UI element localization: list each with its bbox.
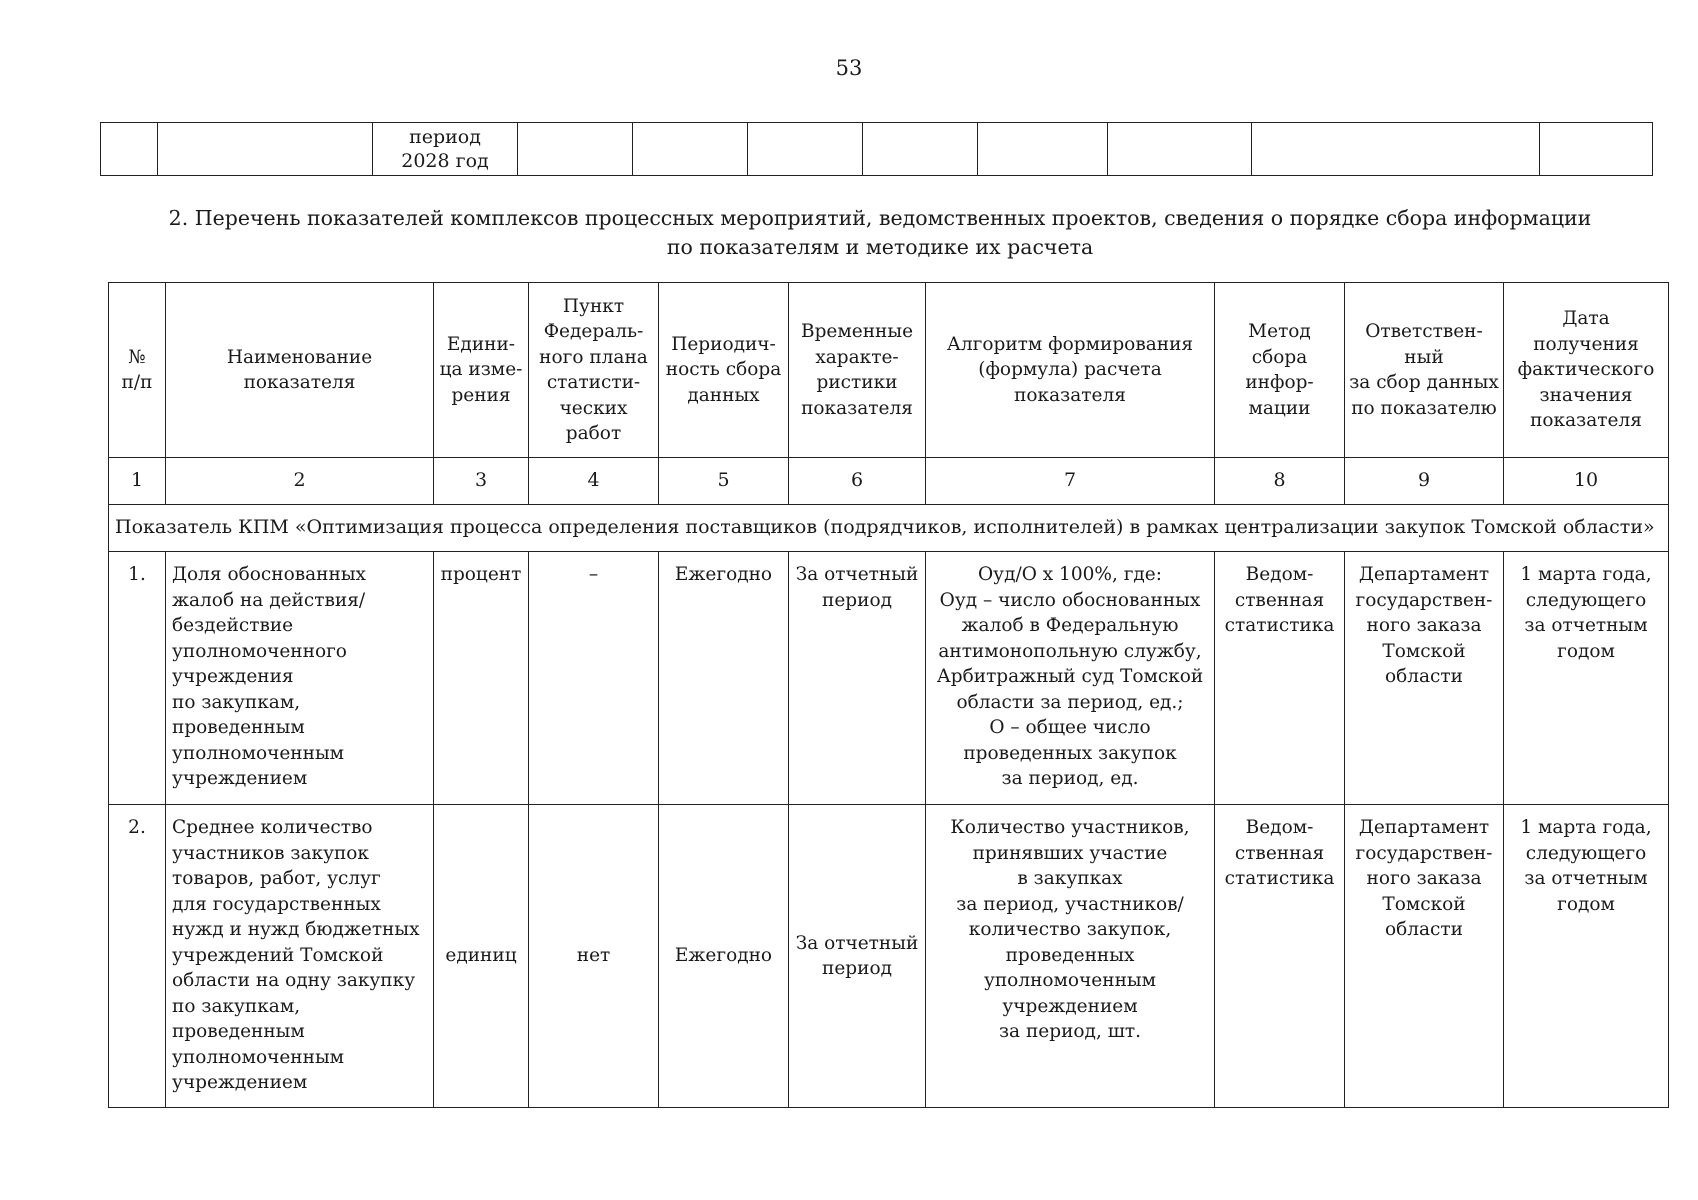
row-responsible (1345, 552, 1504, 805)
table-row (109, 552, 1669, 805)
cell-line: жалоб в Федеральную (961, 615, 1179, 636)
cell-line: области (1385, 666, 1463, 687)
cell-line: участников закупок (172, 842, 369, 864)
cell-line: данных (687, 384, 760, 406)
cell-line: области (1385, 919, 1463, 940)
cell-line: области на одну закупку (172, 970, 416, 991)
page-number: 53 (835, 56, 863, 80)
cell-line: мации (1248, 397, 1311, 419)
cell-line: статистика (1224, 868, 1335, 889)
cell-line: Ответствен- (1365, 321, 1483, 342)
cell-line: ного плана (539, 346, 648, 368)
row-time (789, 805, 926, 1108)
cell-line: следующего (1525, 842, 1647, 864)
column-numbers-row (109, 458, 1669, 505)
row-date (1504, 805, 1669, 1108)
row-time (789, 552, 926, 805)
cell-line: ристики (816, 372, 898, 393)
column-number: 8 (1215, 458, 1345, 505)
cell-line: проведенным (172, 717, 305, 738)
cell-line: (формула) расчета (978, 359, 1162, 381)
cell-line: по закупкам, (172, 995, 301, 1017)
header-row (109, 283, 1669, 458)
column-number: 3 (434, 458, 529, 505)
cell-line: показателя (1530, 410, 1642, 432)
row-formula (926, 805, 1215, 1108)
cell-line: ческих (559, 397, 628, 419)
column-number: 4 (529, 458, 659, 505)
cell-line: проведенных (1005, 944, 1135, 966)
cell-line: годом (1557, 893, 1615, 915)
cell-line: Пункт (562, 295, 625, 317)
cont-period-line: период (409, 126, 481, 148)
row-method (1215, 552, 1345, 805)
cell-line: Томской (1382, 640, 1466, 662)
section-title-line: 2. Перечень показателей комплексов процессных мероприятий, ведомственных проектов, сведения о порядке сбора информации (168, 206, 1592, 230)
cell-line: период (822, 589, 892, 611)
cell-line: показателя (801, 397, 913, 419)
cell-line: уполномоченного (172, 640, 347, 662)
section-title-line: по показателям и методике их расчета (666, 235, 1094, 259)
row-num: 1. (109, 552, 166, 805)
row-unit: единиц (434, 805, 529, 1108)
cell-line: показателя (1014, 384, 1126, 406)
cell-line: статисти- (546, 372, 641, 393)
cell-line: проведенным (172, 1021, 305, 1042)
row-date (1504, 552, 1669, 805)
cell-line: Арбитражный суд Томской (936, 666, 1204, 687)
cont-cell (978, 123, 1108, 176)
cell-line: ного заказа (1366, 868, 1482, 889)
header-cell-plan-item (529, 283, 659, 458)
header-cell-time (789, 283, 926, 458)
cont-cell (748, 123, 863, 176)
cell-line: Департамент (1358, 564, 1490, 585)
row-unit: процент (434, 552, 529, 805)
header-cell-responsible (1345, 283, 1504, 458)
cell-line: За отчетный (795, 564, 919, 585)
cont-cell (1252, 123, 1540, 176)
cell-line: учреждением (172, 768, 308, 789)
cell-line: антимонопольную службу, (938, 640, 1202, 662)
cell-line: Оуд – число обоснованных (939, 589, 1201, 611)
cell-line: товаров, работ, услуг (172, 868, 381, 889)
cont-cell (633, 123, 748, 176)
row-plan-item: нет (529, 805, 659, 1108)
cell-line: характе- (815, 346, 899, 368)
cell-line: значения (1539, 384, 1633, 406)
cell-line: ственная (1234, 589, 1325, 611)
cell-line: учреждения (172, 666, 294, 687)
cell-line: количество закупок, (968, 919, 1172, 940)
cell-line: Департамент (1358, 817, 1490, 838)
cell-line: проведенных закупок (963, 742, 1177, 764)
column-number: 7 (926, 458, 1215, 505)
cont-period-line: 2028 год (401, 150, 489, 172)
header-cell-unit (434, 283, 529, 458)
cell-line: жалоб на действия/ (172, 589, 366, 611)
column-number: 1 (109, 458, 166, 505)
cell-line: Доля обоснованных (172, 564, 366, 585)
cell-line: ственная (1234, 842, 1325, 864)
header-cell-formula (926, 283, 1215, 458)
cell-line: ца изме- (439, 359, 523, 381)
cell-line: Среднее количество (172, 817, 373, 838)
cell-line: Ведом- (1245, 817, 1314, 838)
cell-line: Едини- (446, 333, 516, 355)
cell-line: нужд и нужд бюджетных (172, 919, 420, 940)
section-title (100, 204, 1660, 262)
cell-line: бездействие (172, 615, 294, 636)
column-number: 2 (166, 458, 434, 505)
cell-line: за период, шт. (998, 1021, 1142, 1042)
continuation-row (101, 123, 1653, 176)
row-num: 2. (109, 805, 166, 1108)
cell-line: период (822, 958, 892, 979)
continuation-table (100, 122, 1653, 176)
cell-line: за период, участников/ (956, 893, 1184, 915)
cell-line: Наименование показателя (226, 346, 373, 393)
cont-cell (101, 123, 158, 176)
cell-line: За отчетный (795, 932, 919, 954)
header-cell-num (109, 283, 166, 458)
cell-line: сбора (1251, 346, 1308, 368)
indicators-table (108, 282, 1669, 1108)
header-cell-periodicity (659, 283, 789, 458)
cell-line: инфор- (1245, 372, 1314, 393)
group-title: Показатель КПМ «Оптимизация процесса определения поставщиков (подрядчиков, исполнителей) в рамках централизации закупок Томской области» (109, 505, 1669, 552)
row-plan-item: – (529, 552, 659, 805)
cell-line: ность сбора (665, 359, 782, 381)
cell-line: за отчетным (1524, 868, 1648, 889)
cell-line: Метод (1248, 321, 1311, 342)
cont-cell (518, 123, 633, 176)
cell-line: Дата получения (1533, 308, 1639, 355)
row-periodicity: Ежегодно (659, 552, 789, 805)
cell-line: годом (1557, 640, 1615, 662)
cell-line: за период, ед. (1001, 768, 1139, 789)
group-row (109, 505, 1669, 552)
cell-line: государствен- (1355, 589, 1493, 611)
cont-period-cell (373, 123, 518, 176)
cell-line: п/п (121, 372, 153, 393)
row-formula (926, 552, 1215, 805)
cell-line: учреждений Томской (172, 944, 384, 966)
cell-line: области за период, ед.; (956, 691, 1184, 713)
row-name (166, 552, 434, 805)
cell-line: за сбор данных (1349, 372, 1499, 393)
cell-line: уполномоченным (983, 970, 1157, 991)
header-cell-method (1215, 283, 1345, 458)
cell-line: государствен- (1355, 842, 1493, 864)
cell-line: 1 марта года, (1520, 564, 1652, 585)
cell-line: за отчетным (1524, 615, 1648, 636)
cell-line: ный (1404, 346, 1444, 368)
cell-line: уполномоченным (172, 742, 345, 764)
table-row (109, 805, 1669, 1108)
cell-line: Периодич- (671, 333, 776, 355)
cell-line: по закупкам, (172, 691, 301, 713)
cont-cell (158, 123, 373, 176)
cell-line: ного заказа (1366, 615, 1482, 636)
header-cell-name (166, 283, 434, 458)
column-number: 6 (789, 458, 926, 505)
cell-line: Томской (1382, 893, 1466, 915)
cell-line: следующего (1525, 589, 1647, 611)
cell-line: в закупках (1017, 868, 1123, 889)
cell-line: по показателю (1351, 397, 1497, 419)
cell-line: фактического (1517, 359, 1655, 381)
cell-line: работ (565, 423, 622, 444)
cell-line: № (128, 346, 146, 368)
cell-line: Федераль- (543, 321, 644, 342)
cont-cell (863, 123, 978, 176)
cell-line: принявших участие (972, 842, 1168, 864)
row-method (1215, 805, 1345, 1108)
cell-line: Алгоритм формирования (946, 333, 1194, 355)
header-cell-date (1504, 283, 1669, 458)
row-name (166, 805, 434, 1108)
column-number: 5 (659, 458, 789, 505)
cell-line: Оуд/О х 100%, где: (978, 564, 1162, 585)
cell-line: рения (451, 384, 511, 406)
cell-line: Количество участников, (950, 817, 1190, 838)
cell-line: для государственных (172, 893, 381, 915)
column-number: 10 (1504, 458, 1669, 505)
row-responsible (1345, 805, 1504, 1108)
cell-line: О – общее число (989, 717, 1151, 738)
cont-cell (1540, 123, 1653, 176)
cont-cell (1108, 123, 1252, 176)
cell-line: 1 марта года, (1520, 817, 1652, 838)
cell-line: учреждением (1002, 995, 1138, 1017)
cell-line: Временные (800, 321, 914, 342)
cell-line: уполномоченным (172, 1046, 345, 1068)
cell-line: Ведом- (1245, 564, 1314, 585)
column-number: 9 (1345, 458, 1504, 505)
row-periodicity: Ежегодно (659, 805, 789, 1108)
cell-line: учреждением (172, 1072, 308, 1093)
cell-line: статистика (1224, 615, 1335, 636)
